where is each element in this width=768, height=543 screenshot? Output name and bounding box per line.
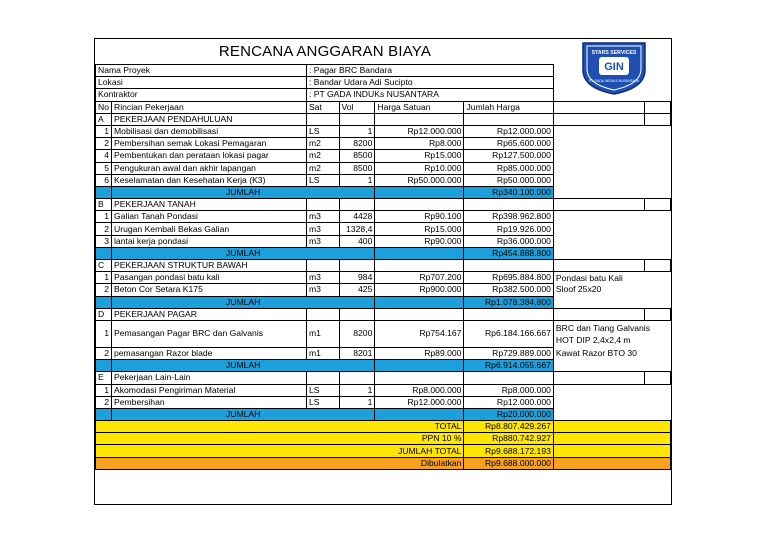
subtotal-label: JUMLAH xyxy=(112,296,375,308)
empty-cell xyxy=(375,113,464,125)
item-volume: 400 xyxy=(339,235,375,247)
item-note: Sloof 25x20 xyxy=(555,284,602,295)
header-no: No xyxy=(96,101,112,113)
empty-cell xyxy=(375,372,464,384)
empty-cell xyxy=(339,372,375,384)
item-unit-price: Rp89.000 xyxy=(375,347,464,359)
item-volume: 8200 xyxy=(339,320,375,347)
item-note xyxy=(553,174,670,186)
rounded-total-value: Rp9.688.000.000 xyxy=(464,457,553,469)
table-row xyxy=(96,223,671,235)
section-header-row xyxy=(96,113,671,125)
item-unit-price: Rp15.000 xyxy=(375,150,464,162)
empty-cell xyxy=(375,199,464,211)
item-description: Pemasangan Pagar BRC dan Galvanis xyxy=(112,320,307,347)
empty-cell xyxy=(553,186,644,198)
total-with-tax-row xyxy=(96,445,671,457)
item-note xyxy=(553,396,670,408)
subtotal-label: JUMLAH xyxy=(112,186,375,198)
item-total-price: Rp65.600.000 xyxy=(464,138,553,150)
subtotal-label: JUMLAH xyxy=(112,247,375,259)
item-note: Kawat Razor BTO 30 xyxy=(555,348,637,359)
item-unit: m2 xyxy=(306,150,339,162)
table-cell xyxy=(96,408,112,420)
item-description: pemasangan Razor blade xyxy=(112,347,307,359)
empty-cell xyxy=(306,199,339,211)
item-no: 1 xyxy=(96,384,112,396)
item-total-price: Rp729.889.000 xyxy=(464,347,553,359)
item-description: Akomodasi Pengiriman Material xyxy=(112,384,307,396)
item-unit: LS xyxy=(306,384,339,396)
item-unit: m3 xyxy=(306,211,339,223)
rab-sheet xyxy=(94,38,672,505)
item-total-price: Rp85.000.000 xyxy=(464,162,553,174)
item-no: 2 xyxy=(96,396,112,408)
contractor-label: Kontraktor xyxy=(96,89,307,101)
section-subtotal-row xyxy=(96,360,671,372)
table-row xyxy=(96,320,671,347)
item-no: 5 xyxy=(96,162,112,174)
table-cell xyxy=(96,296,112,308)
header-sat: Sat xyxy=(306,101,339,113)
item-unit-price: Rp900.000 xyxy=(375,284,464,296)
empty-cell xyxy=(553,296,644,308)
section-name: PEKERJAAN STRUKTUR BAWAH xyxy=(112,260,307,272)
item-unit-price: Rp12.000.000 xyxy=(375,396,464,408)
grand-total-label: TOTAL xyxy=(96,421,464,433)
header-jumlah: Jumlah Harga xyxy=(464,101,553,113)
empty-cell xyxy=(645,113,671,125)
item-no: 6 xyxy=(96,174,112,186)
table-cell xyxy=(96,360,112,372)
item-note xyxy=(553,138,670,150)
section-code: B xyxy=(96,199,112,211)
section-code: D xyxy=(96,308,112,320)
empty-cell xyxy=(553,199,644,211)
info-row-project xyxy=(96,65,671,77)
table-row xyxy=(96,162,671,174)
section-subtotal-row xyxy=(96,408,671,420)
document-title: RENCANA ANGGARAN BIAYA xyxy=(218,43,432,60)
ppn-row xyxy=(96,433,671,445)
total-with-tax-value: Rp9.688.172.193 xyxy=(464,445,553,457)
section-name: PEKERJAAN PAGAR xyxy=(112,308,307,320)
item-note xyxy=(553,211,670,223)
item-no: 2 xyxy=(96,138,112,150)
item-unit-price: Rp8.000.000 xyxy=(375,384,464,396)
table-row xyxy=(96,235,671,247)
item-note xyxy=(553,235,670,247)
empty-cell xyxy=(553,260,644,272)
empty-cell xyxy=(553,408,644,420)
empty-cell xyxy=(339,260,375,272)
item-volume: 4428 xyxy=(339,211,375,223)
empty-cell xyxy=(306,308,339,320)
empty-cell xyxy=(645,199,671,211)
empty-cell xyxy=(553,247,644,259)
empty-cell xyxy=(375,308,464,320)
section-code: C xyxy=(96,260,112,272)
item-no: 1 xyxy=(96,320,112,347)
empty-cell xyxy=(553,457,670,469)
empty-cell xyxy=(645,408,671,420)
grand-total-row xyxy=(96,421,671,433)
item-note xyxy=(553,150,670,162)
empty-cell xyxy=(339,199,375,211)
empty-cell xyxy=(645,247,671,259)
subtotal-value: Rp1.078.384.800 xyxy=(464,296,553,308)
item-unit: m1 xyxy=(306,320,339,347)
item-volume: 425 xyxy=(339,284,375,296)
item-no: 1 xyxy=(96,125,112,137)
empty-cell xyxy=(553,308,644,320)
table-row xyxy=(96,211,671,223)
item-volume: 8200 xyxy=(339,138,375,150)
ppn-label: PPN 10 % xyxy=(96,433,464,445)
section-name: Pekerjaan Lain-Lain xyxy=(112,372,307,384)
empty-cell xyxy=(553,433,670,445)
table-row xyxy=(96,396,671,408)
item-no: 2 xyxy=(96,223,112,235)
item-total-price: Rp695.884.800 xyxy=(464,272,553,284)
item-volume: 1328,4 xyxy=(339,223,375,235)
table-cell xyxy=(96,186,112,198)
empty-cell xyxy=(464,308,553,320)
item-unit-price: Rp50.000.000 xyxy=(375,174,464,186)
empty-cell xyxy=(339,308,375,320)
info-row-location xyxy=(96,77,671,89)
item-unit-price: Rp15.000 xyxy=(375,223,464,235)
item-volume: 8201 xyxy=(339,347,375,359)
item-unit-price: Rp8.000 xyxy=(375,138,464,150)
item-unit: m3 xyxy=(306,272,339,284)
project-value: : Pagar BRC Bandara xyxy=(306,65,553,77)
section-header-row xyxy=(96,308,671,320)
item-no: 1 xyxy=(96,272,112,284)
item-description: Pembersihan semak Lokasi Pemagaran xyxy=(112,138,307,150)
item-volume: 1 xyxy=(339,174,375,186)
item-volume: 1 xyxy=(339,396,375,408)
section-name: PEKERJAAN PENDAHULUAN xyxy=(112,113,307,125)
rounded-total-label: Dibulatkan xyxy=(96,457,464,469)
table-cell xyxy=(96,247,112,259)
item-unit: m2 xyxy=(306,138,339,150)
logo-bottom-text: PT. GADA INDUKS NUSANTARA xyxy=(588,79,640,83)
empty-cell xyxy=(553,421,670,433)
item-no: 2 xyxy=(96,347,112,359)
section-header-row xyxy=(96,372,671,384)
section-code: E xyxy=(96,372,112,384)
table-row xyxy=(96,150,671,162)
info-row-contractor xyxy=(96,89,671,101)
item-total-price: Rp19.926.000 xyxy=(464,223,553,235)
item-total-price: Rp36.000.000 xyxy=(464,235,553,247)
item-unit: m3 xyxy=(306,284,339,296)
empty-cell xyxy=(306,113,339,125)
table-row xyxy=(96,125,671,137)
section-header-row xyxy=(96,199,671,211)
item-unit: LS xyxy=(306,125,339,137)
item-note xyxy=(553,384,670,396)
item-description: Beton Cor Setara K175 xyxy=(112,284,307,296)
item-volume: 8500 xyxy=(339,150,375,162)
item-volume: 8500 xyxy=(339,162,375,174)
rounded-total-row xyxy=(96,457,671,469)
table-header-row xyxy=(96,101,671,113)
empty-cell xyxy=(339,113,375,125)
location-value: : Bandar Udara Adi Sucipto xyxy=(306,77,553,89)
item-note xyxy=(553,223,670,235)
item-unit: m2 xyxy=(306,162,339,174)
table-row xyxy=(96,384,671,396)
item-note xyxy=(553,162,670,174)
item-unit-price: Rp90.000 xyxy=(375,235,464,247)
section-name: PEKERJAAN TANAH xyxy=(112,199,307,211)
empty-cell xyxy=(375,260,464,272)
section-subtotal-row xyxy=(96,296,671,308)
item-unit: m3 xyxy=(306,235,339,247)
empty-cell xyxy=(553,360,644,372)
empty-cell xyxy=(306,260,339,272)
item-unit-price: Rp90.100 xyxy=(375,211,464,223)
item-volume: 1 xyxy=(339,384,375,396)
contractor-value: : PT GADA INDUKs NUSANTARA xyxy=(306,89,553,101)
table-cell xyxy=(375,360,464,372)
empty-cell xyxy=(553,113,644,125)
subtotal-value: Rp340.100.000 xyxy=(464,186,553,198)
grand-total-value: Rp8.807.429.267 xyxy=(464,421,553,433)
empty-cell xyxy=(306,372,339,384)
item-unit: m1 xyxy=(306,347,339,359)
section-subtotal-row xyxy=(96,247,671,259)
empty-cell xyxy=(553,372,644,384)
item-description: Mobilisasi dan demobilisasi xyxy=(112,125,307,137)
item-total-price: Rp8.000.000 xyxy=(464,384,553,396)
empty-cell xyxy=(553,445,670,457)
item-description: Pasangan pondasi batu kali xyxy=(112,272,307,284)
table-row xyxy=(96,174,671,186)
empty-cell xyxy=(464,260,553,272)
svg-text:GIN: GIN xyxy=(604,61,624,73)
subtotal-value: Rp454.888.800 xyxy=(464,247,553,259)
table-cell xyxy=(375,186,464,198)
item-unit: m3 xyxy=(306,223,339,235)
item-description: Pembersihan xyxy=(112,396,307,408)
item-total-price: Rp50.000.000 xyxy=(464,174,553,186)
section-header-row xyxy=(96,260,671,272)
item-no: 2 xyxy=(96,284,112,296)
total-with-tax-label: JUMLAH TOTAL xyxy=(96,445,464,457)
item-no: 1 xyxy=(96,211,112,223)
item-unit-price: Rp707.200 xyxy=(375,272,464,284)
item-unit-price: Rp12.000.000 xyxy=(375,125,464,137)
subtotal-label: JUMLAH xyxy=(112,360,375,372)
header-harga: Harga Satuan xyxy=(375,101,464,113)
empty-cell xyxy=(645,296,671,308)
budget-table xyxy=(95,64,671,470)
item-unit: LS xyxy=(306,396,339,408)
empty-cell xyxy=(464,113,553,125)
location-label: Lokasi xyxy=(96,77,307,89)
empty-cell xyxy=(645,186,671,198)
header-rincian: Rincian Pekerjaan xyxy=(112,101,307,113)
item-total-price: Rp6.184.166.667 xyxy=(464,320,553,347)
table-cell xyxy=(375,408,464,420)
item-total-price: Rp382.500.000 xyxy=(464,284,553,296)
empty-cell xyxy=(645,308,671,320)
empty-cell xyxy=(645,260,671,272)
table-cell xyxy=(375,296,464,308)
ppn-value: Rp880.742.927 xyxy=(464,433,553,445)
logo-top-text: STARS SERVICES xyxy=(591,50,637,56)
item-description: Keselamatan dan Kesehatan Kerja (K3) xyxy=(112,174,307,186)
item-volume: 1 xyxy=(339,125,375,137)
empty-cell xyxy=(464,199,553,211)
table-row xyxy=(96,347,671,359)
item-unit-price: Rp10.000 xyxy=(375,162,464,174)
item-no: 3 xyxy=(96,235,112,247)
table-row xyxy=(96,272,671,284)
item-description: Galian Tanah Pondasi xyxy=(112,211,307,223)
item-note: Pondasi batu Kali xyxy=(555,272,623,283)
item-unit-price: Rp754.167 xyxy=(375,320,464,347)
subtotal-value: Rp6.914.055.667 xyxy=(464,360,553,372)
header-vol: Vol xyxy=(339,101,375,113)
empty-cell xyxy=(645,360,671,372)
section-subtotal-row xyxy=(96,186,671,198)
table-row xyxy=(96,284,671,296)
item-unit: LS xyxy=(306,174,339,186)
item-note xyxy=(553,125,670,137)
item-total-price: Rp398.962.800 xyxy=(464,211,553,223)
subtotal-label: JUMLAH xyxy=(112,408,375,420)
item-description: lantai kerja pondasi xyxy=(112,235,307,247)
project-label: Nama Proyek xyxy=(96,65,307,77)
item-note: BRC dan Tiang Galvanis HOT DIP 2,4x2,4 m xyxy=(555,323,651,346)
item-total-price: Rp12.000.000 xyxy=(464,396,553,408)
table-row xyxy=(96,138,671,150)
item-description: Pengukuran awal dan akhir lapangan xyxy=(112,162,307,174)
section-code: A xyxy=(96,113,112,125)
item-volume: 984 xyxy=(339,272,375,284)
item-total-price: Rp127.500.000 xyxy=(464,150,553,162)
table-cell xyxy=(375,247,464,259)
empty-cell xyxy=(464,372,553,384)
item-total-price: Rp12.000.000 xyxy=(464,125,553,137)
subtotal-value: Rp20.000.000 xyxy=(464,408,553,420)
empty-cell xyxy=(645,372,671,384)
item-description: Urugan Kembali Bekas Galian xyxy=(112,223,307,235)
item-description: Pembentukan dan perataan lokasi pagar xyxy=(112,150,307,162)
item-no: 4 xyxy=(96,150,112,162)
